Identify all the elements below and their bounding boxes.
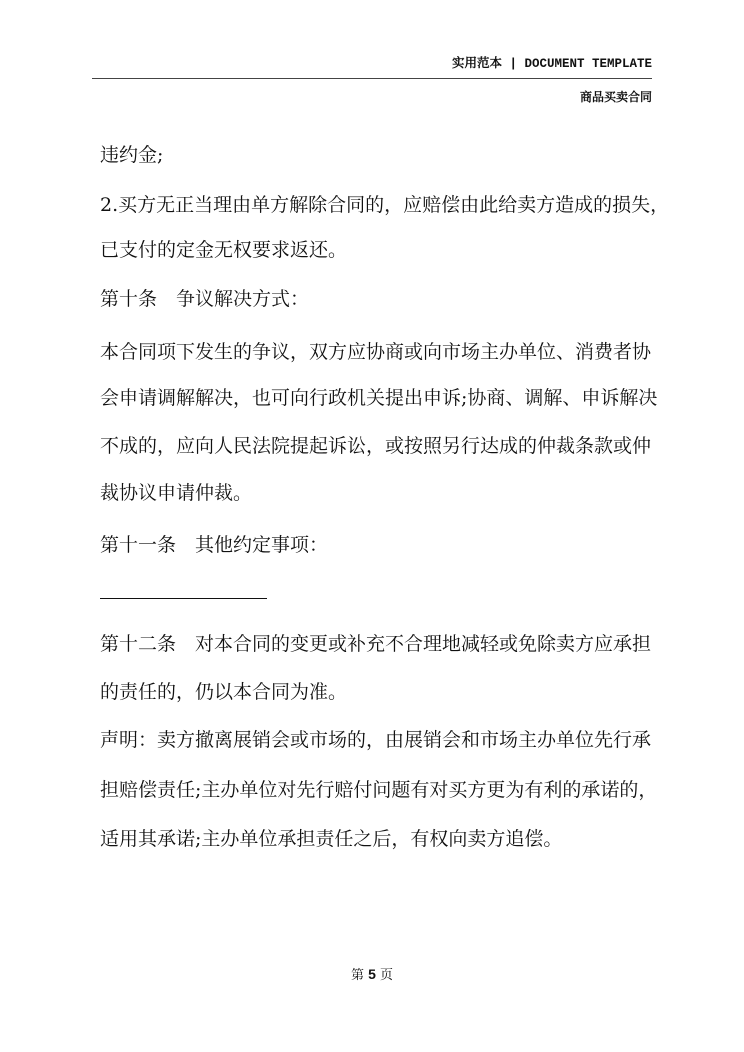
page-number: 5 [368,966,376,982]
footer-prefix: 第 [350,968,364,983]
body-line: 已支付的定金无权要求返还。 [100,239,348,261]
statement-line: 声明：卖方撤离展销会或市场的，由展销会和市场主办单位先行承 [100,729,652,751]
body-line: 2.买方无正当理由单方解除合同的，应赔偿由此给卖方造成的损失， [100,194,670,216]
footer-suffix: 页 [380,968,394,983]
clause-11-heading: 第十一条 其他约定事项： [100,534,329,556]
header-template-label: 实用范本 | DOCUMENT TEMPLATE [451,57,652,71]
body-line: 违约金; [100,144,164,166]
page-footer [0,964,744,983]
body-line: 不成的，应向人民法院提起诉讼，或按照另行达成的仲裁条款或仲 [100,435,652,457]
body-line: 的责任的，仍以本合同为准。 [100,681,348,703]
body-line: 会申请调解解决，也可向行政机关提出申诉;协商、调解、申诉解决 [100,387,658,409]
body-line: 本合同项下发生的争议，双方应协商或向市场主办单位、消费者协 [100,341,652,363]
header-divider [92,78,652,79]
clause-12-heading: 第十二条 对本合同的变更或补充不合理地减轻或免除卖方应承担 [100,633,652,655]
body-line: 适用其承诺;主办单位承担责任之后，有权向卖方追偿。 [100,828,563,850]
body-line: 担赔偿责任;主办单位对先行赔付问题有对买方更为有利的承诺的， [100,779,658,801]
header-document-title: 商品买卖合同 [579,90,652,104]
fill-in-blank-line [100,598,267,599]
clause-10-heading: 第十条 争议解决方式： [100,288,310,310]
body-line: 裁协议申请仲裁。 [100,482,253,504]
